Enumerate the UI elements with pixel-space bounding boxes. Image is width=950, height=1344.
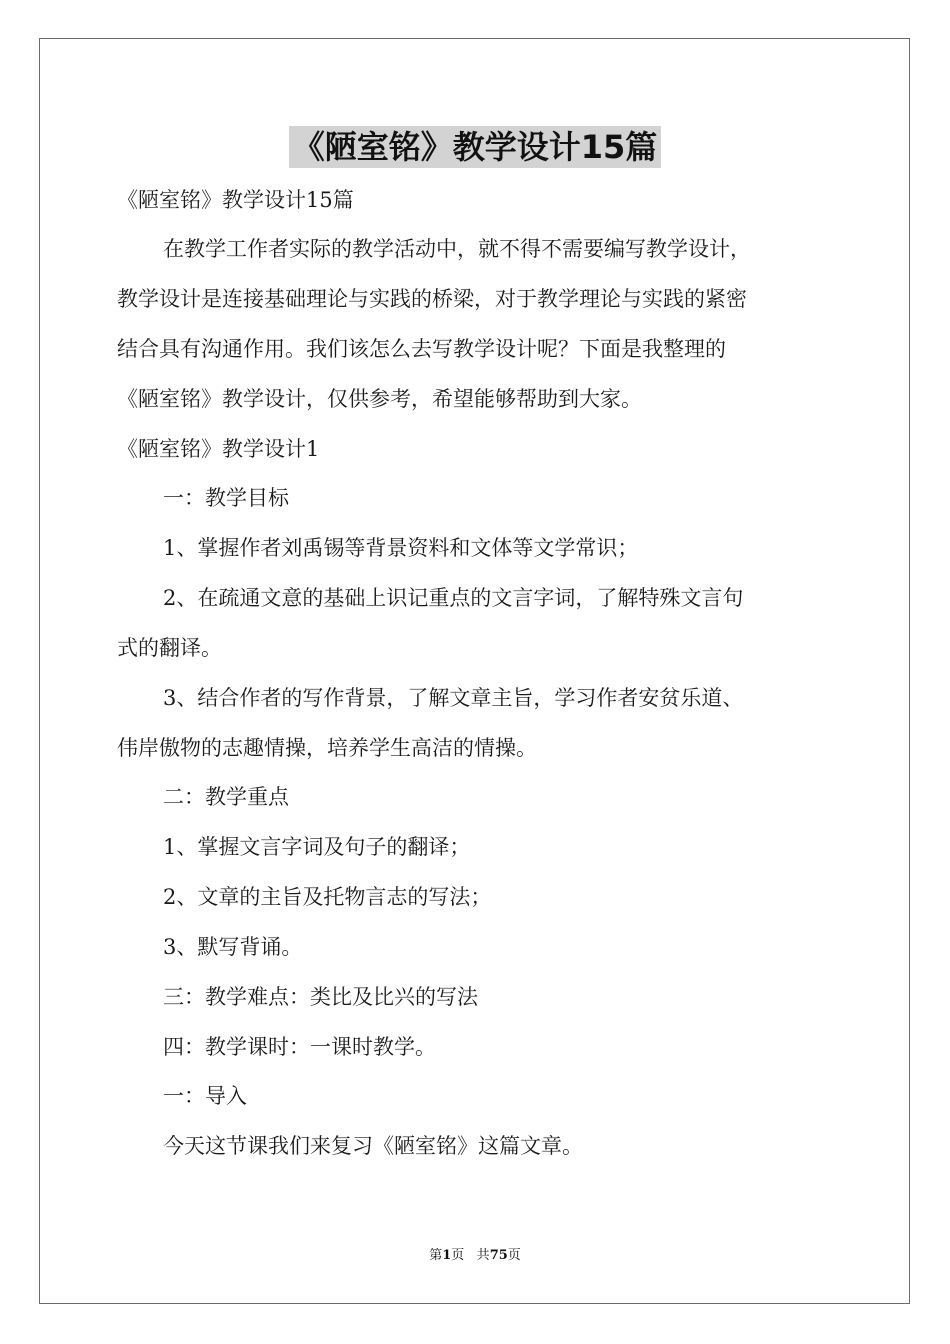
paragraph-line: 结合具有沟通作用。我们该怎么去写教学设计呢？下面是我整理的 bbox=[117, 337, 726, 361]
document-title: 《陋室铭》教学设计15篇 bbox=[289, 126, 662, 168]
paragraph-line: 教学设计是连接基础理论与实践的桥梁，对于教学理论与实践的紧密 bbox=[117, 287, 747, 311]
footer-total-pages: 75 bbox=[489, 1248, 508, 1263]
footer-page-prefix: 第 bbox=[429, 1248, 443, 1263]
paragraph-line: 3、结合作者的写作背景，了解文章主旨，学习作者安贫乐道、 bbox=[163, 686, 744, 710]
paragraph-line: 三：教学难点：类比及比兴的写法 bbox=[163, 985, 478, 1009]
paragraph-line: 二：教学重点 bbox=[163, 785, 289, 809]
paragraph-line: 一：导入 bbox=[163, 1084, 247, 1108]
paragraph-line: 式的翻译。 bbox=[117, 636, 222, 660]
paragraph-line: 在教学工作者实际的教学活动中，就不得不需要编写教学设计， bbox=[163, 237, 751, 261]
footer-total-prefix: 共 bbox=[476, 1248, 490, 1263]
title-container bbox=[0, 126, 950, 168]
footer-page-number: 1 bbox=[442, 1248, 452, 1263]
paragraph-line: 2、文章的主旨及托物言志的写法； bbox=[163, 885, 492, 909]
paragraph-line: 伟岸傲物的志趣情操，培养学生高洁的情操。 bbox=[117, 736, 537, 760]
paragraph-line: 3、默写背诵。 bbox=[163, 935, 303, 959]
page-border bbox=[39, 38, 910, 1304]
subtitle-line: 《陋室铭》教学设计15篇 bbox=[117, 188, 354, 212]
paragraph-line: 《陋室铭》教学设计，仅供参考，希望能够帮助到大家。 bbox=[117, 387, 642, 411]
paragraph-line: 一：教学目标 bbox=[163, 486, 289, 510]
paragraph-line: 今天这节课我们来复习《陋室铭》这篇文章。 bbox=[163, 1134, 583, 1158]
footer-total-suffix: 页 bbox=[507, 1248, 521, 1263]
footer-page-suffix: 页 bbox=[451, 1248, 465, 1263]
paragraph-line: 四：教学课时：一课时教学。 bbox=[163, 1035, 436, 1059]
section-heading: 《陋室铭》教学设计1 bbox=[117, 437, 320, 461]
paragraph-line: 1、掌握文言字词及句子的翻译； bbox=[163, 835, 471, 859]
page-footer bbox=[0, 1247, 950, 1265]
paragraph-line: 2、在疏通文意的基础上识记重点的文言字词，了解特殊文言句 bbox=[163, 586, 744, 610]
paragraph-line: 1、掌握作者刘禹锡等背景资料和文体等文学常识； bbox=[163, 536, 639, 560]
